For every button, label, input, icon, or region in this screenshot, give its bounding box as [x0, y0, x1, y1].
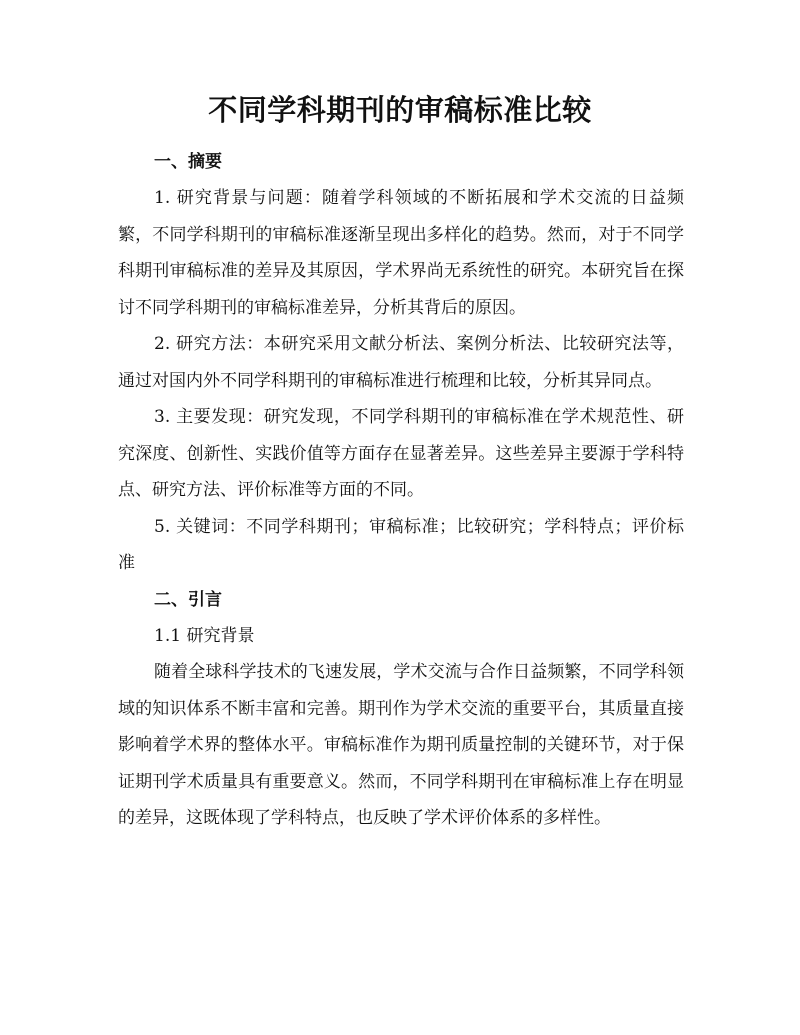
research-background-paragraph: 随着全球科学技术的飞速发展，学术交流与合作日益频繁，不同学科领域的知识体系不断丰富和完善。期刊作为学术交流的重要平台，其质量直接影响着学术界的整体水平。审稿标准作为期刊质量控制的关键环节，对于保证期刊学术质量具有重要意义。然而，不同学科期刊在审稿标准上存在明显的差异，这既体现了学科特点，也反映了学术评价体系的多样性。 [118, 662, 684, 828]
abstract-heading: 一、摘要 [154, 152, 222, 172]
introduction-heading: 二、引言 [154, 589, 222, 610]
research-background-subheading: 1.1 研究背景 [154, 625, 255, 646]
abstract-item-keywords: 5. 关键词：不同学科期刊；审稿标准；比较研究；学科特点；评价标准 [118, 516, 684, 573]
document-title: 不同学科期刊的审稿标准比较 [208, 93, 592, 127]
document-body [118, 144, 684, 837]
abstract-item-background: 1. 研究背景与问题：随着学科领域的不断拓展和学术交流的日益频繁，不同学科期刊的审稿标准逐渐呈现出多样化的趋势。然而，对于不同学科期刊审稿标准的差异及其原因，学术界尚无系统性的研究。本研究旨在探讨不同学科期刊的审稿标准差异，分析其背后的原因。 [118, 188, 684, 318]
abstract-item-methods: 2. 研究方法：本研究采用文献分析法、案例分析法、比较研究法等，通过对国内外不同学科期刊的审稿标准进行梳理和比较，分析其异同点。 [118, 334, 684, 391]
abstract-item-findings: 3. 主要发现：研究发现，不同学科期刊的审稿标准在学术规范性、研究深度、创新性、实践价值等方面存在显著差异。这些差异主要源于学科特点、研究方法、评价标准等方面的不同。 [118, 407, 684, 500]
